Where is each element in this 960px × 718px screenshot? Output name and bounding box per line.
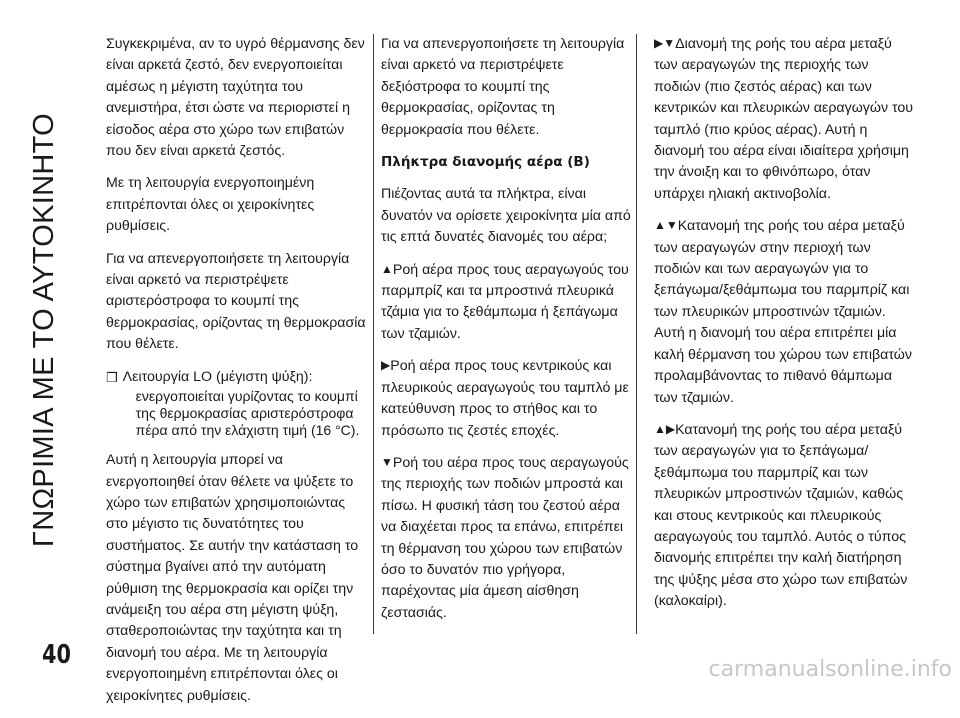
airflow-forward-down-icon: ▶▼ [654, 36, 676, 50]
paragraph: Ροή αέρα προς τους κεντρικούς και πλευρικούς αεραγωγούς του ταμπλό με κατεύθυνση προς το στήθος και το πρόσωπο τις ζεστές εποχές. [381, 358, 629, 439]
paragraph: Για να απενεργοποιήσετε τη λειτουργία είναι αρκετό να περιστρέψετε αριστερόστροφα το κουμπί της θερμοκρασίας, ορίζοντας τη θερμοκρασία που θέλετε. [106, 250, 366, 353]
airflow-forward-icon: ▶ [381, 358, 391, 373]
airflow-up-forward-icon: ▲▶ [654, 421, 676, 436]
bullet-title: Λειτουργία LO (μέγιστη ψύξη): [122, 368, 313, 385]
bullet-text: ενεργοποιείται γυρίζοντας το κουμπί της θερμοκρασίας αριστερόστροφα πέρα από την ελάχιστη τιμή (16 °C). [135, 388, 360, 439]
airflow-item [381, 260, 631, 346]
airflow-item [381, 453, 631, 624]
paragraph: Πιέζοντας αυτά τα πλήκτρα, είναι δυνατόν να ορίσετε χειροκίνητα μία από τις επτά δυνατές διανομές του αέρα; [381, 186, 631, 246]
text-column-2 [381, 34, 631, 635]
paragraph: Διανομή της ροής του αέρα μεταξύ των αεραγωγών της περιοχής των ποδιών (πιο ζεστός αέρας) και των κεντρικών και πλευρικών αεραγωγών του ταμπλό (πιο κρύος αέρας). Αυτή η διανομή του αέρα είναι ιδιαίτερα χρήσιμη την άνοιξη και το φθινόπωρο, όταν υπάρχει ηλιακή ακτινοβολία. [654, 36, 914, 202]
section-heading: Πλήκτρα διανομής αέρα (B) [381, 154, 590, 171]
lo-mode-item [106, 367, 368, 439]
paragraph: Κατανομή της ροής του αέρα μεταξύ των αεραγωγών στην περιοχή των ποδιών και των αεραγωγών για το ξεπάγωμα/ξεθάμπωμα του παρμπρίζ και των πλευρικών μπροστινών τζαμιών. Αυτή η διανομή του αέρα επιτρέπει μία καλή θέρμανση του χώρου των επιβατών προλαμβάνοντας το πιθανό θάμπωμα των τζαμιών. [654, 218, 912, 406]
paragraph: Συγκεκριμένα, αν το υγρό θέρμανσης δεν είναι αρκετά ζεστό, δεν ενεργοποιείται αμέσως η μέγιστη ταχύτητα του ανεμιστήρα, έτσι ώστε να περιοριστεί η είσοδος αέρα στο χώρο των επιβατών που δεν είναι αρκετά ζεστός. [106, 36, 365, 160]
airflow-item [654, 420, 916, 613]
paragraph: Με τη λειτουργία ενεργοποιημένη επιτρέπονται όλες οι χειροκίνητες ρυθμίσεις. [106, 175, 315, 235]
section-side-title [18, 30, 70, 630]
text-column-1 [106, 34, 368, 718]
page-number: 40 [42, 640, 71, 670]
paragraph: Αυτή η λειτουργία μπορεί να ενεργοποιηθεί όταν θέλετε να ψύξετε το χώρο των επιβατών χρησιμοποιώντας στο μέγιστο τις δυνατότητες του συστήματος. Σε αυτήν την κατάσταση το σύστημα βγαίνει από την αυτόματη ρύθμιση της θερμοκρασία και ορίζει την ανάμειξη του αέρα στη μέγιστη ψύξη, σταθεροποιώντας την ταχύτητα και τη διανομή του αέρα. Με τη λειτουργία ενεργοποιημένη επιτρέπονται όλες οι χειροκίνητες ρυθμίσεις. [106, 452, 359, 704]
paragraph: Κατανομή της ροής του αέρα μεταξύ των αεραγωγών για το ξεπάγωμα/ξεθάμπωμα του παρμπρίζ και των πλευρικών μπροστινών τζαμιών, καθώς και στους κεντρικούς και πλευρικούς αεραγωγούς του ταμπλό. Αυτός ο τύπος διανομής επιτρέπει την καλή διατήρηση της ψύξης μέσα στο χώρο των επιβατών (καλοκαίρι). [654, 421, 908, 610]
text-column-3 [654, 34, 916, 624]
airflow-item [654, 34, 916, 205]
paragraph: Ροή του αέρα προς τους αεραγωγούς της περιοχής των ποδιών μπροστά και πίσω. Η φυσική τάση του ζεστού αέρα να διαχέεται προς τα επάνω, επιτρέπει τη θέρμανση του χώρου των επιβατών όσο το δυνατόν πιο γρήγορα, παρέχοντας μία άμεση αίσθηση ζεστασιάς. [381, 454, 629, 621]
airflow-up-down-icon: ▲▼ [654, 218, 678, 233]
airflow-up-icon: ▲ [381, 261, 393, 276]
column-divider-1 [373, 34, 374, 634]
paragraph: Για να απενεργοποιήσετε τη λειτουργία είναι αρκετό να περιστρέψετε δεξιόστροφα το κουμπί της θερμοκρασίας, ορίζοντας τη θερμοκρασία που θέλετε. [381, 36, 625, 138]
paragraph: Ροή αέρα προς τους αεραγωγούς του παρμπρίζ και τα μπροστινά πλευρικά τζάμια για το ξεθάμπωμα ή ξεπάγωμα των τζαμιών. [381, 261, 629, 342]
checkbox-bullet-icon: ❒ [106, 369, 118, 385]
airflow-down-icon: ▼ [381, 454, 393, 469]
watermark: carmanualsonline.info [708, 657, 952, 682]
airflow-item [654, 216, 916, 409]
section-title-text: ΓΝΩΡΙΜΙΑ ΜΕ ΤΟ ΑΥΤΟΚΙΝΗΤΟ [27, 112, 60, 548]
airflow-item [381, 356, 631, 442]
column-divider-2 [636, 34, 637, 634]
